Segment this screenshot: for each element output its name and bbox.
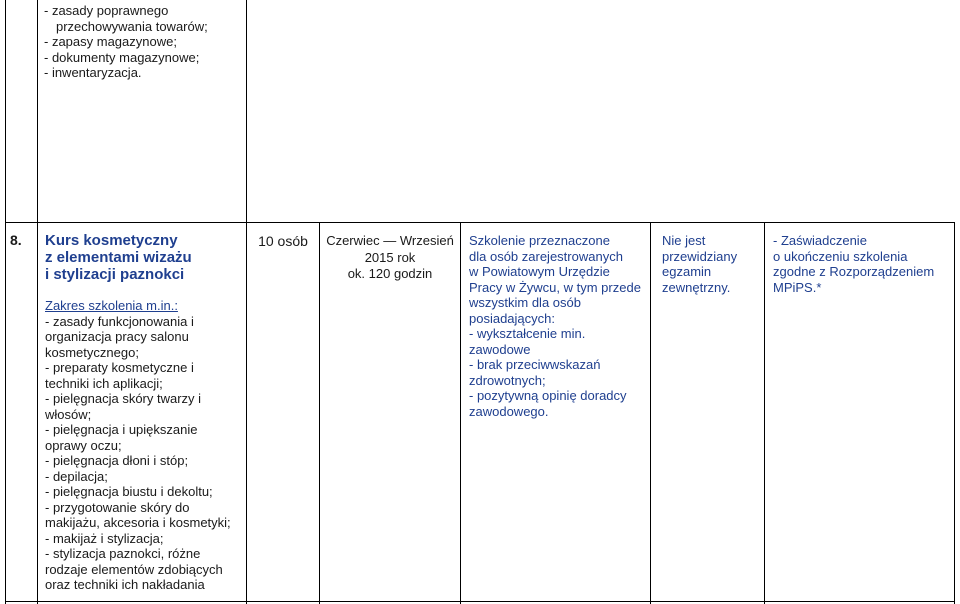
- top-cell-text: [44, 3, 208, 81]
- certificate-line: - Zaświadczenie: [773, 233, 867, 248]
- scope-line: makijażu, akcesoria i kosmetyki;: [45, 515, 231, 530]
- scope-line: - preparaty kosmetyczne i: [45, 360, 194, 375]
- course-cell: [45, 232, 231, 593]
- scope-line: techniki ich aplikacji;: [45, 375, 163, 391]
- scope-line: - pielęgnacja biustu i dekoltu;: [45, 484, 213, 499]
- scope-line: - zasady funkcjonowania i: [45, 313, 194, 329]
- target-line: wszystkim dla osób: [469, 295, 581, 310]
- certificate-line: o ukończeniu szkolenia: [773, 248, 908, 264]
- scope-heading: Zakres szkolenia m.in.:: [45, 298, 178, 313]
- target-line: zdrowotnych;: [469, 372, 546, 388]
- target-line: Pracy w Żywcu, w tym przede: [469, 279, 641, 295]
- term-line: ok. 120 godzin: [347, 266, 433, 281]
- target-line: w Powiatowym Urzędzie: [469, 264, 610, 279]
- target-line: zawodowego.: [469, 403, 549, 419]
- top-cell-line: przechowywania towarów;: [56, 18, 208, 34]
- row-divider: [5, 222, 955, 223]
- table-border-left: [5, 0, 6, 604]
- target-line: - pozytywną opinię doradcy: [469, 388, 627, 403]
- participants-cell: [247, 234, 319, 250]
- certificate-line: zgodne z Rozporządzeniem: [773, 264, 935, 279]
- exam-cell: [662, 233, 737, 295]
- scope-line: kosmetycznego;: [45, 344, 139, 360]
- table-border-col5: [650, 222, 651, 604]
- row-number: 8.: [10, 232, 22, 248]
- scope-line: oprawy oczu;: [45, 437, 122, 453]
- term-cell: [320, 233, 460, 283]
- certificate-cell: [773, 233, 934, 295]
- top-cell-line: - inwentaryzacja.: [44, 65, 142, 80]
- exam-line: egzamin: [662, 264, 712, 279]
- target-line: Szkolenie przeznaczone: [469, 233, 610, 248]
- target-group-cell: [469, 233, 641, 419]
- scope-line: oraz techniki ich nakładania: [45, 577, 205, 592]
- scope-line: - makijaż i stylizacja;: [45, 530, 164, 546]
- top-cell-line: - zapasy magazynowe;: [44, 34, 177, 49]
- table-border-right: [954, 222, 955, 604]
- table-border-col6: [764, 222, 765, 604]
- course-title-line: i stylizacji paznokci: [45, 266, 185, 283]
- table-border-col1: [37, 0, 38, 604]
- scope-line: - pielęgnacja dłoni i stóp;: [45, 453, 189, 468]
- top-cell-line: - zasady poprawnego: [44, 3, 169, 18]
- exam-line: zewnętrzny.: [662, 279, 731, 295]
- scope-line: organizacja pracy salonu: [45, 329, 189, 344]
- scope-line: - stylizacja paznokci, różne: [45, 546, 201, 561]
- table-border-col2: [246, 0, 247, 604]
- target-line: - brak przeciwwskazań: [469, 357, 601, 372]
- scope-line: - przygotowanie skóry do: [45, 499, 190, 515]
- scope-line: - pielęgnacja i upiększanie: [45, 422, 198, 437]
- target-line: posiadających:: [469, 310, 555, 326]
- scope-line: włosów;: [45, 406, 92, 422]
- table-border-col4: [460, 222, 461, 604]
- scope-line: - depilacja;: [45, 468, 108, 484]
- course-title-line: z elementami wizażu: [45, 249, 192, 266]
- exam-line: Nie jest: [662, 233, 706, 248]
- participants-count: 10 osób: [258, 233, 308, 249]
- certificate-line: MPiPS.*: [773, 279, 822, 295]
- term-line: 2015 rok: [364, 249, 416, 265]
- table-border-bottom: [5, 601, 955, 602]
- term-line: Czerwiec — Wrzesień: [326, 233, 454, 248]
- target-line: zawodowe: [469, 341, 531, 357]
- target-line: - wykształcenie min.: [469, 326, 586, 341]
- target-line: dla osób zarejestrowanych: [469, 248, 623, 264]
- scope-line: - pielęgnacja skóry twarzy i: [45, 391, 202, 406]
- top-cell-line: - dokumenty magazynowe;: [44, 49, 200, 65]
- scope-line: rodzaje elementów zdobiących: [45, 561, 223, 577]
- exam-line: przewidziany: [662, 248, 738, 264]
- course-title-line: Kurs kosmetyczny: [45, 232, 178, 249]
